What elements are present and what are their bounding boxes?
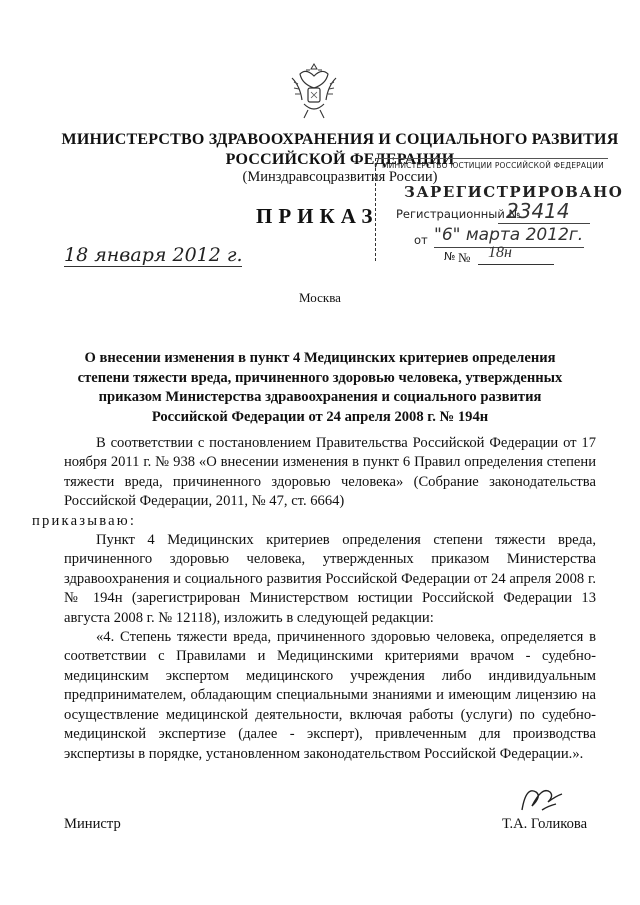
document-title: О внесении изменения в пункт 4 Медицинских критериев определения степени тяжести вреда, причиненного здоровью человека, утвержденных приказом Министерства здравоохранения и социального развития Российской Федерации от 24 апреля 2008 г. № 194н bbox=[77, 350, 563, 425]
coat-of-arms-icon bbox=[286, 60, 342, 124]
order-heading: ПРИКАЗ bbox=[256, 204, 379, 228]
ministry-short-name: (Минздравсоцразвития России) bbox=[242, 169, 438, 185]
stamp-reg-number-label: Регистрационный № bbox=[396, 207, 521, 221]
number-underline bbox=[478, 264, 554, 265]
stamp-no-label: № bbox=[444, 250, 456, 263]
order-command: приказываю: bbox=[32, 512, 137, 529]
signatory-name: Т.А. Голикова bbox=[502, 816, 588, 832]
stamp-date-prefix: от bbox=[414, 233, 428, 247]
ministry-line1: МИНИСТЕРСТВО ЗДРАВООХРАНЕНИЯ И СОЦИАЛЬНОГО РАЗВИТИЯ bbox=[61, 131, 619, 148]
stamp-ministry-text: МИНИСТЕРСТВО ЮСТИЦИИ РОССИЙСКОЙ ФЕДЕРАЦИИ bbox=[382, 161, 604, 170]
signatory-title: Министр bbox=[64, 816, 121, 832]
paragraph-amendment: Пункт 4 Медицинских критериев определения степени тяжести вреда, причиненного здоровью человека, утвержденных приказом Министерства здравоохранения и социального развития Российской Федерации от 24 апреля 2008 г. № 194н (зарегистрирован Министерством юстиции Российской Федерации 13 августа 2008 г. № 12118), изложить в следующей редакции: bbox=[64, 532, 596, 626]
order-number-label: № bbox=[458, 250, 471, 265]
order-date: 18 января 2012 г. bbox=[64, 244, 243, 266]
paragraph-preamble: В соответствии с постановлением Правительства Российской Федерации от 17 ноября 2011 г. № 938 «О внесении изменения в пункт 6 Правил определения степени тяжести вреда, причиненного здоровью человека» (Собрание законодательства Российской Федерации, 2011, № 47, ст. 6664) приказываю: bbox=[32, 435, 596, 529]
order-number: 18н bbox=[488, 244, 512, 261]
stamp-registered-label: ЗАРЕГИСТРИРОВАНО bbox=[404, 183, 624, 201]
date-underline bbox=[64, 266, 242, 267]
ministry-line2: РОССИЙСКОЙ ФЕДЕРАЦИИ bbox=[225, 151, 455, 168]
city: Москва bbox=[299, 290, 341, 305]
document-body bbox=[32, 434, 596, 764]
stamp-date: "6" марта 2012г. bbox=[434, 225, 584, 245]
paragraph-new-text: «4. Степень тяжести вреда, причиненного здоровью человека, определяется в соответствии с Правилами и Медицинскими критериями врачом - судебно-медицинским экспертом медицинского учреждения либо индивидуальным предпринимателем, обладающим специальными знаниями и имеющим лицензию на осуществление медицинской деятельности, включая работы (услуги) по судебно-медицинской экспертизе (далее - эксперт), привлеченным для производства экспертизы в порядке, установленном законодательством Российской Федерации.». bbox=[64, 629, 596, 762]
stamp-reg-number: 23414 bbox=[506, 199, 570, 223]
handwritten-signature bbox=[512, 780, 576, 820]
